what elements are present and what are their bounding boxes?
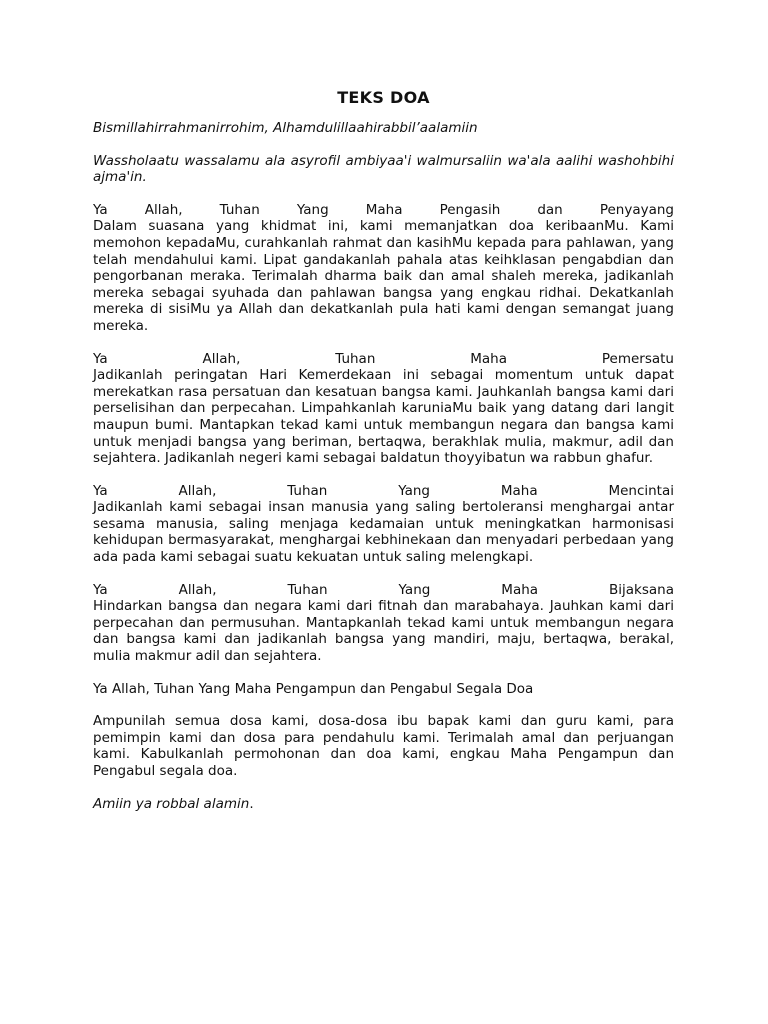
- paragraph-heading: Ya Allah, Tuhan Maha Pemersatu: [93, 350, 674, 367]
- prayer-paragraph-1: [93, 202, 674, 335]
- salawat-paragraph: Wassholaatu wassalamu ala asyrofil ambiyaa'i walmursaliin wa'ala aalihi washohbihi ajma'in.: [93, 152, 674, 186]
- paragraph-heading: Ya Allah, Tuhan Yang Maha Pengasih dan Penyayang: [93, 201, 674, 218]
- document-title: TEKS DOA: [337, 88, 430, 107]
- opening-line: Bismillahirrahmanirrohim, Alhamdulillaahirabbil’aalamiin: [93, 120, 478, 136]
- paragraph-body: Jadikanlah kami sebagai insan manusia yang saling bertoleransi menghargai antar sesama manusia, saling menjaga kedamaian untuk meningkatkan harmonisasi kehidupan bermasyarakat, menghargai kebhinekaan dan menyadari perbedaan yang ada pada kami sebagai suatu kekuatan untuk saling melengkapi.: [93, 499, 674, 566]
- paragraph-body: Jadikanlah peringatan Hari Kemerdekaan ini sebagai momentum untuk dapat merekatkan rasa persatuan dan kesatuan bangsa kami. Jauhkanlah bangsa kami dari perselisihan dan perpecahan. Limpahkanlah karuniaMu baik yang datang dari langit maupun bumi. Mantapkan tekad kami untuk membangun negara dan bangsa kami untuk menjadi bangsa yang beriman, bertaqwa, berakhlak mulia, makmur, adil dan sejahtera. Jadikanlah negeri kami sebagai baldatun thoyyibatun wa rabbun ghafur.: [93, 367, 674, 467]
- paragraph-heading: Ya Allah, Tuhan Yang Maha Mencintai: [93, 482, 674, 499]
- paragraph-body: Hindarkan bangsa dan negara kami dari fitnah dan marabahaya. Jauhkan kami dari perpecahan dan permusuhan. Mantapkanlah tekad kami untuk membangun negara dan bangsa kami dan jadikanlah bangsa yang mandiri, maju, bertaqwa, berakal, mulia makmur adil dan sejahtera.: [93, 598, 674, 665]
- amin-line: [93, 796, 674, 813]
- paragraph-body: Dalam suasana yang khidmat ini, kami memanjatkan doa keribaanMu. Kami memohon kepadaMu, curahkanlah rahmat dan kasihMu kepada para pahlawan, yang telah mendahului kami. Lipat gandakanlah pahala atas keihklasan pengabdian dan pengorbanan meraka. Terimalah dharma baik dan amal shaleh mereka, jadikanlah mereka sebagai syuhada dan pahlawan bangsa yang engkau ridhai. Dekatkanlah mereka di sisiMu ya Allah dan dekatkanlah pula hati kami dengan semangat juang mereka.: [93, 218, 674, 334]
- prayer-paragraph-3: [93, 483, 674, 566]
- closing-heading: Ya Allah, Tuhan Yang Maha Pengampun dan Pengabul Segala Doa: [93, 680, 534, 697]
- prayer-paragraph-4: [93, 582, 674, 665]
- paragraph-heading: Ya Allah, Tuhan Yang Maha Bijaksana: [93, 581, 674, 598]
- amin-text: Amiin ya robbal alamin: [93, 795, 250, 812]
- amin-period: .: [249, 795, 254, 812]
- prayer-paragraph-2: [93, 351, 674, 467]
- closing-paragraph: Ampunilah semua dosa kami, dosa-dosa ibu bapak kami dan guru kami, para pemimpin kami dan dosa para pendahulu kami. Terimalah amal dan perjuangan kami. Kabulkanlah permohonan dan doa kami, engkau Maha Pengampun dan Pengabul segala doa.: [93, 713, 674, 779]
